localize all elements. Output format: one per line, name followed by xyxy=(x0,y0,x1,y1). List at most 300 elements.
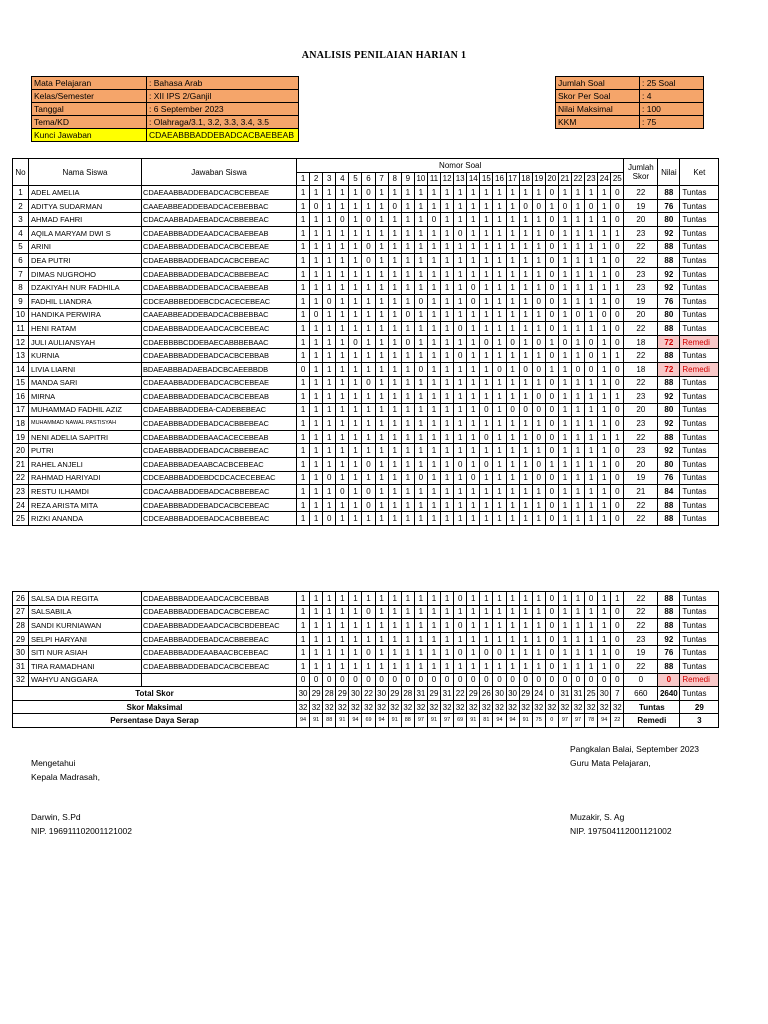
tuntas-count: 29 xyxy=(680,700,719,714)
question-score: 1 xyxy=(519,294,532,308)
question-score: 1 xyxy=(388,362,401,376)
question-score: 1 xyxy=(545,335,558,349)
question-score: 1 xyxy=(375,335,388,349)
skor-maks-cell: 32 xyxy=(611,700,624,714)
student-no: 26 xyxy=(13,592,29,606)
question-score: 1 xyxy=(571,213,584,227)
question-score: 1 xyxy=(401,605,414,619)
question-score: 1 xyxy=(519,240,532,254)
question-score: 1 xyxy=(467,308,480,322)
question-score: 1 xyxy=(349,240,362,254)
question-score: 1 xyxy=(571,444,584,458)
student-no: 6 xyxy=(13,254,29,268)
student-total: 23 xyxy=(624,417,658,431)
persentase-cell: 97 xyxy=(558,714,571,728)
skor-maks-cell: 32 xyxy=(336,700,349,714)
question-score: 1 xyxy=(336,308,349,322)
student-ket: Tuntas xyxy=(680,254,719,268)
question-score: 1 xyxy=(558,390,571,404)
question-score: 1 xyxy=(493,592,506,606)
question-score: 1 xyxy=(519,430,532,444)
question-score: 0 xyxy=(585,673,598,687)
question-score: 1 xyxy=(375,294,388,308)
question-score: 1 xyxy=(375,186,388,200)
question-score: 0 xyxy=(349,673,362,687)
question-score: 1 xyxy=(310,619,323,633)
question-score: 1 xyxy=(297,281,310,295)
question-score: 1 xyxy=(467,335,480,349)
question-score: 1 xyxy=(401,267,414,281)
question-score: 1 xyxy=(336,646,349,660)
total-skor-cell: 7 xyxy=(611,687,624,701)
question-score: 1 xyxy=(414,376,427,390)
question-score: 0 xyxy=(506,335,519,349)
question-score: 0 xyxy=(349,335,362,349)
question-score: 1 xyxy=(571,349,584,363)
student-ket: Tuntas xyxy=(680,444,719,458)
question-score: 1 xyxy=(388,390,401,404)
question-score: 1 xyxy=(467,376,480,390)
question-score: 1 xyxy=(493,376,506,390)
question-score: 1 xyxy=(454,444,467,458)
question-number: 15 xyxy=(480,172,493,186)
question-score: 1 xyxy=(323,281,336,295)
question-score: 1 xyxy=(297,632,310,646)
question-score: 1 xyxy=(506,485,519,499)
question-score: 1 xyxy=(375,390,388,404)
question-score: 1 xyxy=(362,592,375,606)
student-name: ARINI xyxy=(29,240,142,254)
question-score: 1 xyxy=(571,458,584,472)
question-score: 1 xyxy=(571,646,584,660)
question-score: 1 xyxy=(467,512,480,526)
student-total: 21 xyxy=(624,485,658,499)
info-left-value: : Bahasa Arab xyxy=(147,77,299,90)
total-skor-cell: 30 xyxy=(493,687,506,701)
question-score: 1 xyxy=(349,322,362,336)
question-score: 0 xyxy=(585,335,598,349)
question-score: 1 xyxy=(519,471,532,485)
question-score: 1 xyxy=(585,498,598,512)
student-no: 30 xyxy=(13,646,29,660)
question-score: 1 xyxy=(401,349,414,363)
question-score: 1 xyxy=(349,294,362,308)
question-score: 1 xyxy=(611,281,624,295)
question-score: 1 xyxy=(467,458,480,472)
question-score: 1 xyxy=(297,349,310,363)
student-nilai: 88 xyxy=(658,322,680,336)
question-score: 0 xyxy=(585,592,598,606)
question-score: 1 xyxy=(310,403,323,417)
question-score: 0 xyxy=(454,458,467,472)
question-score: 1 xyxy=(506,240,519,254)
student-name: RIZKI ANANDA xyxy=(29,512,142,526)
student-answer: CDAEABBBADDEBAACACECEBEAB xyxy=(142,430,297,444)
question-score: 0 xyxy=(611,362,624,376)
question-score: 0 xyxy=(611,632,624,646)
question-score: 1 xyxy=(414,267,427,281)
student-total: 20 xyxy=(624,308,658,322)
question-score: 1 xyxy=(349,226,362,240)
question-score: 1 xyxy=(532,592,545,606)
question-score: 1 xyxy=(427,240,440,254)
student-total: 18 xyxy=(624,335,658,349)
skor-maks-cell: 32 xyxy=(598,700,611,714)
question-score: 1 xyxy=(427,322,440,336)
question-score: 1 xyxy=(571,659,584,673)
question-score: 1 xyxy=(310,605,323,619)
question-score: 1 xyxy=(336,632,349,646)
total-skor-cell: 26 xyxy=(480,687,493,701)
question-score: 0 xyxy=(323,471,336,485)
student-row xyxy=(13,267,719,281)
student-ket: Tuntas xyxy=(680,267,719,281)
skor-maks-cell: 32 xyxy=(349,700,362,714)
question-score: 1 xyxy=(388,632,401,646)
persentase-cell: 69 xyxy=(454,714,467,728)
question-score: 1 xyxy=(297,444,310,458)
question-score: 1 xyxy=(558,294,571,308)
signature-mengetahui: Mengetahui xyxy=(31,758,76,768)
question-score: 1 xyxy=(388,308,401,322)
question-score: 0 xyxy=(611,444,624,458)
total-skor-cell: 22 xyxy=(454,687,467,701)
question-score: 0 xyxy=(532,390,545,404)
question-score: 1 xyxy=(297,498,310,512)
question-score: 0 xyxy=(467,673,480,687)
question-score: 1 xyxy=(506,376,519,390)
student-total: 0 xyxy=(624,673,658,687)
question-score: 1 xyxy=(323,417,336,431)
student-total: 19 xyxy=(624,199,658,213)
question-score: 1 xyxy=(441,417,454,431)
question-score: 1 xyxy=(375,605,388,619)
question-score: 1 xyxy=(362,199,375,213)
question-score: 1 xyxy=(349,213,362,227)
question-score: 0 xyxy=(375,673,388,687)
question-score: 1 xyxy=(362,471,375,485)
student-ket: Remedi xyxy=(680,673,719,687)
signature-kepala-nip: NIP. 196911102001121002 xyxy=(31,826,132,836)
question-score: 1 xyxy=(454,498,467,512)
question-score: 1 xyxy=(441,226,454,240)
question-score: 1 xyxy=(336,254,349,268)
question-score: 1 xyxy=(401,471,414,485)
question-score: 1 xyxy=(532,349,545,363)
student-ket: Tuntas xyxy=(680,226,719,240)
student-no: 27 xyxy=(13,605,29,619)
question-score: 1 xyxy=(480,485,493,499)
question-score: 1 xyxy=(611,592,624,606)
question-score: 1 xyxy=(506,322,519,336)
question-score: 1 xyxy=(388,458,401,472)
question-score: 1 xyxy=(375,322,388,336)
question-score: 0 xyxy=(401,673,414,687)
question-score: 0 xyxy=(611,335,624,349)
question-score: 1 xyxy=(611,430,624,444)
question-score: 1 xyxy=(558,349,571,363)
student-row xyxy=(13,254,719,268)
question-score: 1 xyxy=(585,471,598,485)
total-skor-cell: 29 xyxy=(467,687,480,701)
question-score: 1 xyxy=(493,512,506,526)
student-no: 17 xyxy=(13,403,29,417)
question-score: 1 xyxy=(297,308,310,322)
info-right-value: : 100 xyxy=(640,103,704,116)
question-score: 1 xyxy=(441,349,454,363)
question-score: 1 xyxy=(310,458,323,472)
student-total: 23 xyxy=(624,267,658,281)
question-score: 1 xyxy=(467,349,480,363)
question-score: 0 xyxy=(545,430,558,444)
question-score: 1 xyxy=(427,267,440,281)
question-score: 1 xyxy=(506,417,519,431)
question-score: 1 xyxy=(349,390,362,404)
total-skor-cell: 29 xyxy=(519,687,532,701)
student-total: 22 xyxy=(624,322,658,336)
question-score: 1 xyxy=(388,226,401,240)
question-score: 1 xyxy=(349,512,362,526)
student-ket: Tuntas xyxy=(680,186,719,200)
question-score: 1 xyxy=(310,417,323,431)
question-score: 1 xyxy=(585,632,598,646)
question-score: 1 xyxy=(388,376,401,390)
question-score: 1 xyxy=(336,659,349,673)
question-score: 1 xyxy=(375,213,388,227)
question-score: 1 xyxy=(441,390,454,404)
header-jawaban: Jawaban Siswa xyxy=(142,159,297,186)
question-score: 1 xyxy=(323,226,336,240)
total-skor-cell: 28 xyxy=(323,687,336,701)
question-score: 1 xyxy=(349,308,362,322)
question-score: 1 xyxy=(336,471,349,485)
question-score: 1 xyxy=(532,632,545,646)
question-score: 1 xyxy=(349,281,362,295)
student-ket: Tuntas xyxy=(680,646,719,660)
question-score: 1 xyxy=(362,632,375,646)
question-score: 1 xyxy=(454,294,467,308)
question-number: 8 xyxy=(388,172,401,186)
persentase-cell: 78 xyxy=(585,714,598,728)
question-score: 0 xyxy=(310,308,323,322)
question-score: 1 xyxy=(310,349,323,363)
student-ket: Tuntas xyxy=(680,471,719,485)
question-score: 1 xyxy=(519,646,532,660)
question-score: 1 xyxy=(493,619,506,633)
question-score: 1 xyxy=(558,458,571,472)
student-no: 19 xyxy=(13,430,29,444)
question-score: 1 xyxy=(349,646,362,660)
question-score: 0 xyxy=(611,619,624,633)
student-no: 4 xyxy=(13,226,29,240)
question-score: 1 xyxy=(480,349,493,363)
header-jumlah: Jumlah Skor xyxy=(624,159,658,186)
question-score: 1 xyxy=(598,226,611,240)
question-score: 0 xyxy=(362,646,375,660)
question-score: 1 xyxy=(349,619,362,633)
student-answer: CDAEABBBADDEBADCACBBEBEAC xyxy=(142,417,297,431)
question-score: 1 xyxy=(480,619,493,633)
total-skor-cell: 25 xyxy=(585,687,598,701)
question-score: 1 xyxy=(388,254,401,268)
question-score: 0 xyxy=(297,673,310,687)
question-score: 0 xyxy=(545,349,558,363)
question-score: 0 xyxy=(545,254,558,268)
question-score: 1 xyxy=(598,592,611,606)
question-score: 1 xyxy=(427,471,440,485)
question-score: 1 xyxy=(336,294,349,308)
student-nilai: 88 xyxy=(658,592,680,606)
question-score: 1 xyxy=(414,322,427,336)
question-score: 0 xyxy=(532,430,545,444)
info-left-value: : XII IPS 2/Ganjil xyxy=(147,90,299,103)
question-score: 1 xyxy=(467,659,480,673)
question-score: 1 xyxy=(467,186,480,200)
student-total: 22 xyxy=(624,659,658,673)
student-name: ADITYA SUDARMAN xyxy=(29,199,142,213)
question-score: 1 xyxy=(493,199,506,213)
question-score: 1 xyxy=(585,322,598,336)
question-score: 1 xyxy=(323,430,336,444)
page-title: ANALISIS PENILAIAN HARIAN 1 xyxy=(301,50,467,61)
question-score: 1 xyxy=(349,592,362,606)
skor-maks-cell: 32 xyxy=(375,700,388,714)
question-score: 1 xyxy=(598,485,611,499)
student-name: JULI AULIANSYAH xyxy=(29,335,142,349)
info-left-row xyxy=(32,77,299,90)
question-score: 1 xyxy=(454,605,467,619)
question-score: 1 xyxy=(401,281,414,295)
student-ket: Tuntas xyxy=(680,659,719,673)
question-score: 0 xyxy=(611,322,624,336)
question-number: 14 xyxy=(467,172,480,186)
question-score: 1 xyxy=(558,646,571,660)
question-score: 1 xyxy=(571,592,584,606)
question-score: 1 xyxy=(454,362,467,376)
student-name: DZAKIYAH NUR FADHILA xyxy=(29,281,142,295)
question-score: 1 xyxy=(571,294,584,308)
question-score: 1 xyxy=(532,619,545,633)
question-score: 1 xyxy=(493,335,506,349)
question-score: 1 xyxy=(532,417,545,431)
question-score: 1 xyxy=(323,659,336,673)
student-ket: Tuntas xyxy=(680,632,719,646)
skor-maks-cell: 32 xyxy=(480,700,493,714)
question-score: 1 xyxy=(519,444,532,458)
student-nilai: 80 xyxy=(658,403,680,417)
question-score: 0 xyxy=(571,362,584,376)
question-score: 1 xyxy=(401,322,414,336)
question-score: 1 xyxy=(532,485,545,499)
total-skor-cell: 31 xyxy=(414,687,427,701)
question-score: 1 xyxy=(297,322,310,336)
question-score: 1 xyxy=(441,512,454,526)
student-ket: Tuntas xyxy=(680,308,719,322)
question-score: 1 xyxy=(310,512,323,526)
question-score: 1 xyxy=(362,619,375,633)
total-skor-cell: 31 xyxy=(441,687,454,701)
question-score: 1 xyxy=(480,659,493,673)
question-score: 0 xyxy=(611,267,624,281)
question-score: 1 xyxy=(454,254,467,268)
skor-maks-cell: 32 xyxy=(441,700,454,714)
question-score: 1 xyxy=(454,512,467,526)
question-score: 1 xyxy=(414,444,427,458)
skor-maks-cell: 32 xyxy=(401,700,414,714)
question-score: 0 xyxy=(611,471,624,485)
question-score: 0 xyxy=(493,673,506,687)
student-name: RAHMAD HARIYADI xyxy=(29,471,142,485)
student-nilai: 80 xyxy=(658,308,680,322)
question-score: 1 xyxy=(585,619,598,633)
question-score: 1 xyxy=(401,444,414,458)
question-score: 1 xyxy=(493,458,506,472)
question-score: 0 xyxy=(611,498,624,512)
question-score: 0 xyxy=(454,349,467,363)
question-score: 0 xyxy=(362,605,375,619)
info-right-value: : 4 xyxy=(640,90,704,103)
question-score: 0 xyxy=(598,308,611,322)
student-answer: CDACAABBADDEBADCACBBEBEAC xyxy=(142,485,297,499)
student-no: 20 xyxy=(13,444,29,458)
student-answer: BDAEABBBADAEBADCBCAEEBBDB xyxy=(142,362,297,376)
student-nilai: 76 xyxy=(658,471,680,485)
question-score: 1 xyxy=(401,390,414,404)
persentase-cell: 97 xyxy=(571,714,584,728)
question-score: 0 xyxy=(454,673,467,687)
question-score: 1 xyxy=(441,362,454,376)
question-score: 1 xyxy=(585,186,598,200)
student-name: DIMAS NUGROHO xyxy=(29,267,142,281)
student-answer: CDAEABBBADDEBADCACBCEBEAC xyxy=(142,498,297,512)
question-score: 1 xyxy=(454,659,467,673)
question-score: 1 xyxy=(506,632,519,646)
question-score: 1 xyxy=(310,294,323,308)
question-score: 1 xyxy=(506,362,519,376)
student-answer: CAAEABBEADDEBADCACEBEBBAC xyxy=(142,199,297,213)
question-score: 1 xyxy=(585,485,598,499)
question-score: 0 xyxy=(545,592,558,606)
info-left-label: Kunci Jawaban xyxy=(32,129,147,142)
question-score: 1 xyxy=(441,240,454,254)
question-score: 1 xyxy=(598,605,611,619)
question-score: 1 xyxy=(441,458,454,472)
info-left-label: Kelas/Semester xyxy=(32,90,147,103)
question-score: 1 xyxy=(571,226,584,240)
question-score: 1 xyxy=(585,458,598,472)
question-score: 0 xyxy=(362,240,375,254)
question-score: 1 xyxy=(310,430,323,444)
student-row xyxy=(13,294,719,308)
student-name: SALSA DIA REGITA xyxy=(29,592,142,606)
question-score: 1 xyxy=(598,281,611,295)
student-name: ADEL AMELIA xyxy=(29,186,142,200)
student-nilai: 92 xyxy=(658,444,680,458)
student-row xyxy=(13,471,719,485)
student-no: 1 xyxy=(13,186,29,200)
student-no: 15 xyxy=(13,376,29,390)
question-score: 1 xyxy=(467,213,480,227)
question-score: 0 xyxy=(480,458,493,472)
question-score: 1 xyxy=(454,430,467,444)
question-score: 1 xyxy=(375,417,388,431)
question-score: 1 xyxy=(375,458,388,472)
student-no: 2 xyxy=(13,199,29,213)
question-score: 1 xyxy=(480,213,493,227)
student-no: 16 xyxy=(13,390,29,404)
question-score: 1 xyxy=(414,659,427,673)
student-ket: Tuntas xyxy=(680,498,719,512)
